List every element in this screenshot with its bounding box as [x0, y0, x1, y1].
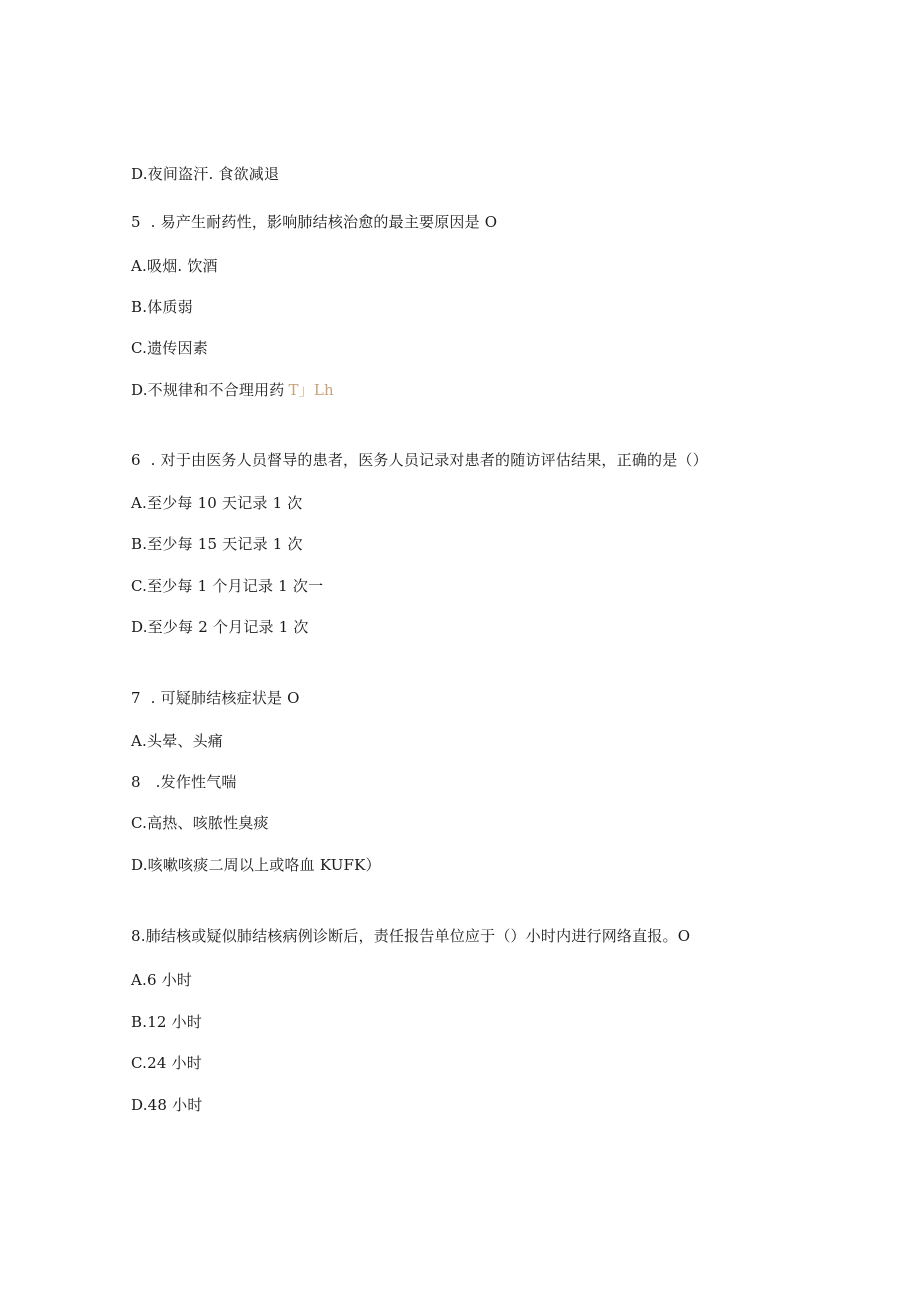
q5-option-c: C.遗传因素 — [131, 339, 208, 357]
q7-option-a: A.头晕、头痛 — [131, 732, 224, 750]
q7-option-d: D.咳嗽咳痰二周以上或咯血 KUFK） — [131, 856, 381, 874]
q7-question: 7 . 可疑肺结核症状是 O — [131, 689, 300, 707]
q5-option-a: A.吸烟. 饮酒 — [131, 257, 218, 275]
answer-mark: T」Lh — [288, 381, 334, 399]
q8-question: 8.肺结核或疑似肺结核病例诊断后，责任报告单位应于（）小时内进行网络直报。O — [131, 927, 691, 945]
q8-option-d: D.48 小时 — [131, 1096, 203, 1114]
q8-option-a: A.6 小时 — [131, 971, 193, 989]
q6-option-b: B.至少每 15 天记录 1 次 — [131, 535, 303, 553]
q7-option-c: C.高热、咳脓性臭痰 — [131, 814, 269, 832]
q4-option-d: D.夜间盗汗. 食欲减退 — [131, 165, 280, 183]
q6-option-a: A.至少每 10 天记录 1 次 — [131, 494, 303, 512]
q6-option-d: D.至少每 2 个月记录 1 次 — [131, 618, 309, 636]
q5-question: 5 . 易产生耐药性，影响肺结核治愈的最主要原因是 O — [131, 213, 498, 231]
q5-option-b: B.体质弱 — [131, 298, 193, 316]
q5-option-d-text: D.不规律和不合理用药 — [131, 381, 285, 399]
q7-option-b: 8 .发作性气喘 — [131, 773, 237, 791]
q8-option-c: C.24 小时 — [131, 1054, 202, 1072]
q6-option-c: C.至少每 1 个月记录 1 次一 — [131, 577, 324, 595]
q5-option-d — [131, 380, 334, 400]
q8-option-b: B.12 小时 — [131, 1013, 203, 1031]
q6-question: 6 . 对于由医务人员督导的患者，医务人员记录对患者的随访评估结果，正确的是（） — [131, 451, 708, 469]
